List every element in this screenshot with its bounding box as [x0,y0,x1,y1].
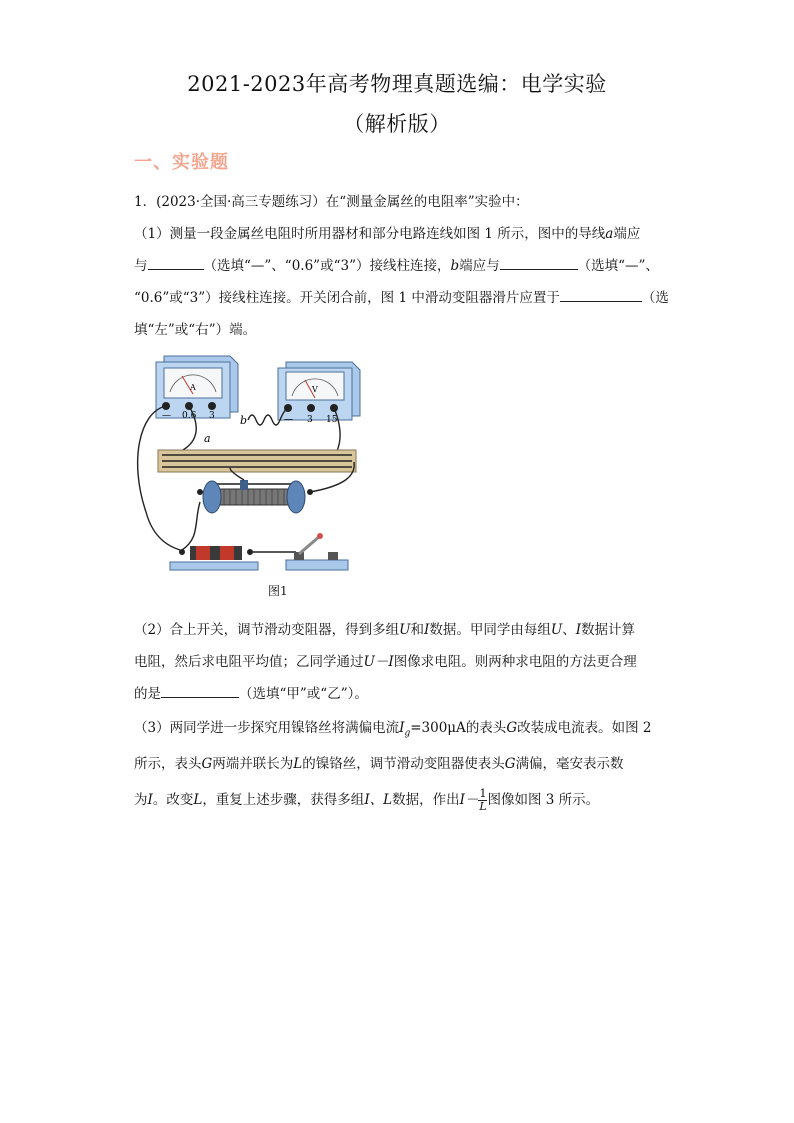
text: ，重复上述步骤，获得多组 [202,792,365,808]
text: 改装成电流表。如图 2 [517,720,652,736]
answer-blank-1[interactable] [148,255,204,270]
text: （3）两同学进一步探究用镍铬丝将满偏电流 [134,720,400,736]
var-b: b [450,258,460,274]
ammeter-terminal-3: 3 [209,411,215,421]
text: 端应与 [459,258,500,274]
text: 满偏，毫安表示数 [515,756,624,772]
var-i: I－ [459,792,479,808]
text: 两端并联长为 [212,756,294,772]
answer-blank-3[interactable] [560,287,642,302]
ammeter-terminal-06: 0.6 [182,411,197,421]
var-a: a [605,226,614,242]
var-g: G [504,756,516,772]
q1-part1-line4: 填“左”或“右”）端。 [134,322,257,338]
text: 图像如图 3 所示。 [487,792,600,808]
text: （2）合上开关，调节滑动变阻器，得到多组 [134,622,400,638]
ammeter-symbol: A [190,383,196,392]
var-u: U [550,622,563,638]
circuit-figure [134,352,364,574]
rheostat [197,480,313,513]
text: =300μA [410,720,466,736]
fraction-numerator: 1 [479,787,487,800]
figure-caption: 图1 [268,584,288,598]
voltmeter-terminal-3: 3 [307,415,313,425]
document-subtitle: （解析版） [343,112,451,136]
text: 为 [134,792,148,808]
q1-part3-line3 [134,788,599,813]
subscript-g: g [404,728,411,739]
var-u-i: U－I [363,654,394,670]
wire-board [158,450,356,472]
ammeter [156,356,238,421]
q1-part2-line1 [134,618,635,638]
text: 的表头 [465,720,507,736]
text: （选填“甲”或“乙”）。 [239,686,368,702]
answer-blank-2[interactable] [500,255,578,270]
text: 电阻，然后求电阻平均值；乙同学通过 [134,654,364,670]
var-i: I [423,622,430,638]
text: 数据。甲同学由每组 [429,622,551,638]
wire-a-label: a [204,432,211,445]
var-i-l: I、L [364,792,393,808]
var-g: G [506,720,518,736]
var-i: I [575,622,582,638]
text: “0.6”或“3”）接线柱连接。开关闭合前，图 1 中滑动变阻器滑片应置于 [134,290,560,306]
voltmeter-terminal-neg: — [284,415,293,425]
var-l: L [293,756,303,772]
text: （1）测量一段金属丝电阻时所用器材和部分电路连线如图 1 所示，图中的导线 [134,226,606,242]
text: （选填“—”、 [577,258,659,274]
text: 数据，作出 [392,792,460,808]
text: 与 [134,258,148,274]
q1-part1-line2 [134,254,659,274]
q1-part2-line2 [134,650,637,670]
voltmeter-terminal-15: 15 [326,415,338,425]
q1-part1-line1 [134,222,640,242]
text: 。改变 [152,792,194,808]
var-u: U [399,622,411,638]
text: （选填“—”、“0.6”或“3”）接线柱连接， [203,258,451,274]
fraction-denominator: L [479,800,487,813]
text: 的是 [134,686,161,702]
text: （选 [641,290,669,306]
var-ig: I [399,720,405,736]
text: 端应 [613,226,641,242]
text: 数据计算 [581,622,636,638]
text: 的镍铬丝，调节滑动变阻器使表头 [302,756,505,772]
var-l: L [193,792,203,808]
q1-part3-line2 [134,752,624,772]
q1-part3-line1 [134,716,652,739]
text: 和 [410,622,424,638]
voltmeter [278,362,360,425]
ammeter-terminal-neg: — [162,411,171,421]
q1-part1-line3 [134,286,669,306]
voltmeter-symbol: V [312,385,318,394]
text: 图像求电阻。则两种求电阻的方法更合理 [393,654,637,670]
text: 、 [562,622,576,638]
var-i: I [147,792,153,808]
q1-part2-line3 [134,682,368,702]
text: 所示，表头 [134,756,202,772]
wire-b-label: b [240,414,248,427]
section-heading: 一、实验题 [134,152,229,173]
document-title: 2021-2023年高考物理真题选编：电学实验 [187,72,607,96]
var-g: G [201,756,213,772]
question-intro: 1．(2023·全国·高三专题练习）在“测量金属丝的电阻率”实验中： [134,194,529,210]
answer-blank-4[interactable] [161,683,239,698]
